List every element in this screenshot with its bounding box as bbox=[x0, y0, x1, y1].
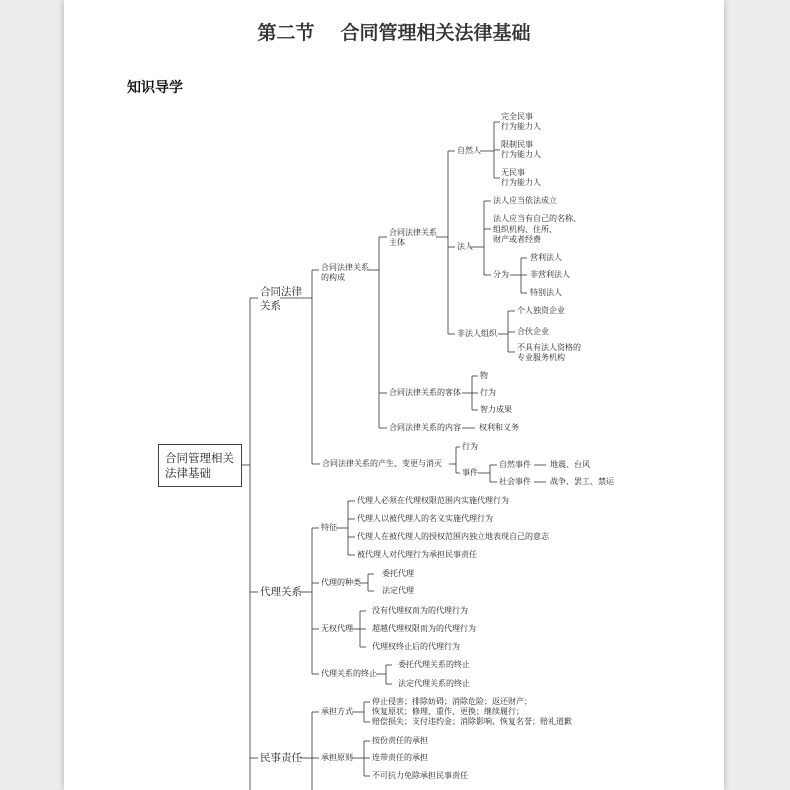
types-item-1: 委托代理 bbox=[382, 569, 414, 578]
feature-item-3: 代理人在被代理人的授权范围内独立地表现自己的意志 bbox=[357, 532, 549, 541]
subtitle: 知识导学 bbox=[127, 80, 183, 96]
feature-item-1: 代理人必须在代理权限范围内实施代理行为 bbox=[357, 496, 509, 505]
change-label: 合同法律关系的产生、变更与消灭 bbox=[322, 459, 442, 468]
feature-item-2: 代理人以被代理人的名义实施代理行为 bbox=[357, 514, 493, 523]
document-page bbox=[64, 0, 724, 790]
content-item: 权利和义务 bbox=[479, 423, 519, 432]
non-legal-org: 非法人组织 bbox=[457, 329, 497, 338]
principle-item-1: 按份责任的承担 bbox=[372, 736, 428, 745]
composition-line2: 的构成 bbox=[321, 273, 345, 282]
termination-label: 代理关系的终止 bbox=[321, 669, 377, 678]
divide-item-1: 营利法人 bbox=[530, 253, 562, 262]
method-item-2: 恢复原状；修理、重作、更换；继续履行； bbox=[372, 707, 524, 716]
non-legal-item-2: 合伙企业 bbox=[517, 327, 549, 336]
divide-item-2: 非营利法人 bbox=[530, 270, 570, 279]
event-label: 事件 bbox=[462, 468, 478, 477]
unauth-item-2: 超越代理权限而为的代理行为 bbox=[372, 624, 476, 633]
termination-item-2: 法定代理关系的终止 bbox=[398, 679, 470, 688]
contract-label-1: 合同法律 bbox=[260, 286, 302, 298]
social-event-item: 战争、罢工、禁运 bbox=[550, 477, 614, 486]
subject-line2: 主体 bbox=[389, 238, 405, 247]
natural-item-2b: 行为能力人 bbox=[501, 150, 541, 159]
feature-label: 特征 bbox=[321, 523, 337, 532]
civil-label: 民事责任 bbox=[260, 752, 302, 764]
natural-item-2a: 限制民事 bbox=[501, 140, 533, 149]
types-item-2: 法定代理 bbox=[382, 586, 414, 595]
non-legal-item-4: 专业服务机构 bbox=[517, 353, 565, 362]
section-number: 第二节 bbox=[257, 22, 315, 44]
natural-item-1a: 完全民事 bbox=[501, 112, 533, 121]
types-label: 代理的种类 bbox=[321, 578, 361, 587]
unauth-item-3: 代理权终止后的代理行为 bbox=[372, 642, 460, 651]
principle-item-3: 不可抗力免除承担民事责任 bbox=[372, 771, 468, 780]
principle-item-2: 连带责任的承担 bbox=[372, 753, 428, 762]
natural-event: 自然事件 bbox=[499, 460, 531, 469]
legal-item-2: 法人应当有自己的名称、 bbox=[493, 214, 581, 223]
root-line1: 合同管理相关 bbox=[165, 451, 234, 465]
agency-label: 代理关系 bbox=[260, 586, 302, 598]
legal-item-1: 法人应当依法成立 bbox=[493, 196, 557, 205]
object-label: 合同法律关系的客体 bbox=[389, 388, 461, 397]
divide-label: 分为 bbox=[493, 270, 509, 279]
natural-item-1b: 行为能力人 bbox=[501, 122, 541, 131]
non-legal-item-3: 不具有法人资格的 bbox=[517, 343, 581, 352]
root-line2: 法律基础 bbox=[165, 466, 211, 480]
natural-person: 自然人 bbox=[457, 146, 481, 155]
legal-item-3: 组织机构、住所、 bbox=[493, 225, 557, 234]
content-label: 合同法律关系的内容 bbox=[389, 423, 461, 432]
unauth-label: 无权代理 bbox=[321, 624, 353, 633]
natural-item-3b: 行为能力人 bbox=[501, 178, 541, 187]
object-item-1: 物 bbox=[480, 371, 488, 380]
feature-item-4: 被代理人对代理行为承担民事责任 bbox=[357, 550, 477, 559]
method-item-1: 停止侵害；排除妨碍；消除危险；返还财产； bbox=[372, 697, 532, 706]
section-name: 合同管理相关法律基础 bbox=[340, 22, 531, 44]
termination-item-1: 委托代理关系的终止 bbox=[398, 660, 470, 669]
object-item-3: 智力成果 bbox=[480, 405, 512, 414]
act-label: 行为 bbox=[462, 442, 478, 451]
subject-line1: 合同法律关系 bbox=[389, 228, 437, 237]
method-label: 承担方式 bbox=[321, 707, 353, 716]
root-node bbox=[158, 444, 242, 487]
social-event: 社会事件 bbox=[499, 477, 531, 486]
non-legal-item-1: 个人独资企业 bbox=[517, 306, 565, 315]
contract-label-2: 关系 bbox=[260, 300, 281, 312]
divide-item-3: 特别法人 bbox=[530, 288, 562, 297]
legal-item-4: 财产或者经费 bbox=[493, 235, 541, 244]
natural-item-3a: 无民事 bbox=[501, 168, 525, 177]
object-item-2: 行为 bbox=[480, 388, 496, 397]
principle-label: 承担原则 bbox=[321, 753, 353, 762]
legal-person: 法人 bbox=[457, 242, 473, 251]
natural-event-item: 地震、台风 bbox=[550, 460, 590, 469]
method-item-3: 赔偿损失；支付违约金；消除影响、恢复名誉；赔礼道歉 bbox=[372, 717, 572, 726]
composition-line1: 合同法律关系 bbox=[321, 263, 369, 272]
unauth-item-1: 没有代理权而为的代理行为 bbox=[372, 606, 468, 615]
